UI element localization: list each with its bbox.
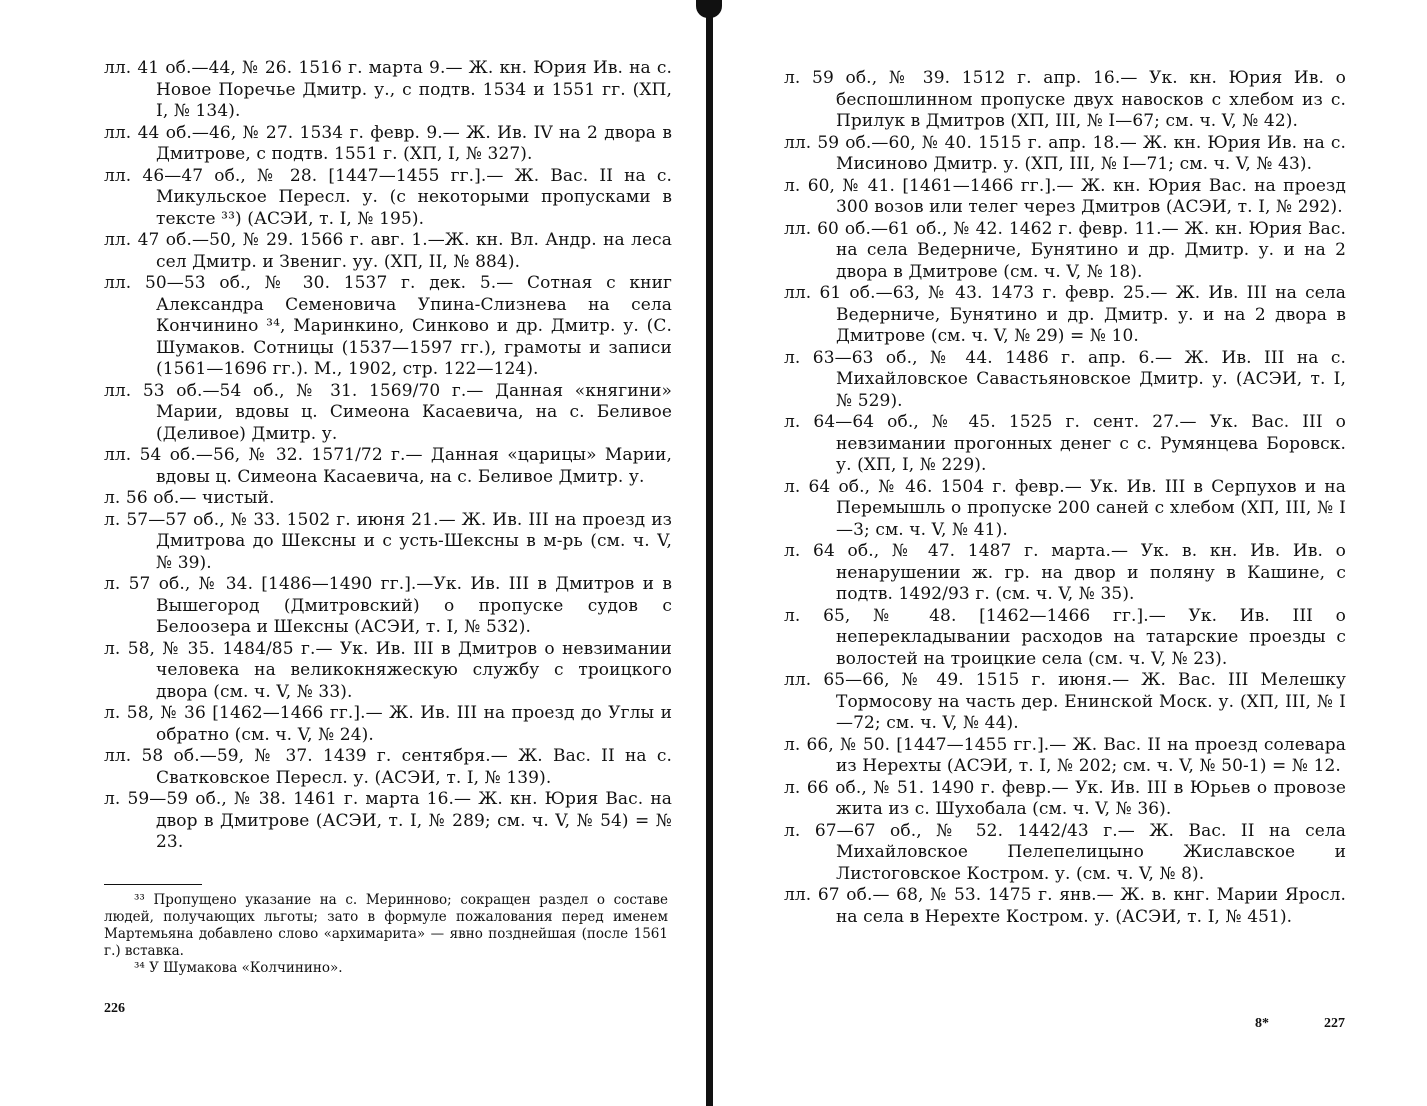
- list-item: лл. 50—53 об., № 30. 1537 г. дек. 5.— Сотная с книг Александра Семеновича Упина-Слизнева на села Кончинино ³⁴, Маринкино, Синково и др. Дмитр. у. (С. Шумаков. Сотницы (1537—1597 гг.), грамоты и записи (1561—1696 гг.). М., 1902, стр. 122—124).: [104, 273, 672, 379]
- list-item: л. 58, № 36 [1462—1466 гг.].— Ж. Ив. III на проезд до Углы и обратно (см. ч. V, № 24).: [104, 703, 672, 745]
- list-item: лл. 47 об.—50, № 29. 1566 г. авг. 1.—Ж. кн. Вл. Андр. на леса сел Дмитр. и Звениг. уу. (ХП, II, № 884).: [104, 230, 672, 272]
- left-page: [0, 0, 700, 1106]
- list-item: л. 67—67 об., № 52. 1442/43 г.— Ж. Вас. II на села Михайловское Пелепелицыно Жиславское и Листоговское Костром. у. (см. ч. V, № 8).: [784, 820, 1346, 884]
- list-item: лл. 46—47 об., № 28. [1447—1455 гг.].— Ж. Вас. II на с. Микульское Пересл. у. (с некоторыми пропусками в тексте ³³) (АСЭИ, т. I, № 195).: [104, 165, 672, 229]
- page-number-right: 227: [1324, 1016, 1345, 1031]
- page-number-left: 226: [104, 1001, 125, 1016]
- list-item: лл. 41 об.—44, № 26. 1516 г. марта 9.— Ж. кн. Юрия Ив. на с. Новое Поречье Дмитр. у., с подтв. 1534 и 1551 гг. (ХП, I, № 134).: [104, 58, 672, 121]
- list-item: л. 56 об.— чистый.: [104, 488, 275, 508]
- footnote-34: ³⁴ У Шумакова «Колчинино».: [134, 960, 343, 976]
- book-spine: [706, 0, 713, 1106]
- list-item: л. 63—63 об., № 44. 1486 г. апр. 6.— Ж. Ив. III на с. Михайловское Савастьяновское Дмитр. у. (АСЭИ, т. I, № 529).: [784, 347, 1346, 411]
- list-item: л. 66 об., № 51. 1490 г. февр.— Ук. Ив. III в Юрьев о провозе жита из с. Шухобала (см. ч. V, № 36).: [784, 777, 1346, 819]
- list-item: лл. 59 об.—60, № 40. 1515 г. апр. 18.— Ж. кн. Юрия Ив. на с. Мисиново Дмитр. у. (ХП, III, № I—71; см. ч. V, № 43).: [784, 132, 1346, 174]
- right-entry-list: [784, 68, 1346, 928]
- list-item: лл. 67 об.— 68, № 53. 1475 г. янв.— Ж. в. кнг. Марии Яросл. на села в Нерехте Костром. у. (АСЭИ, т. I, № 451).: [784, 885, 1346, 927]
- list-item: л. 64 об., № 46. 1504 г. февр.— Ук. Ив. III в Серпухов и на Перемышль о пропуске 200 саней с хлебом (ХП, III, № I—3; см. ч. V, № 41).: [784, 476, 1346, 540]
- footnotes: [104, 892, 668, 977]
- list-item: л. 64 об., № 47. 1487 г. марта.— Ук. в. кн. Ив. Ив. о ненарушении ж. гр. на двор и поляну в Кашине, с подтв. 1492/93 г. (см. ч. V, № 35).: [784, 541, 1346, 604]
- list-item: л. 57 об., № 34. [1486—1490 гг.].—Ук. Ив. III в Дмитров и в Вышегород (Дмитровский) о пропуске судов с Белоозера и Шексны (АСЭИ, т. I, № 532).: [104, 574, 672, 637]
- list-item: лл. 60 об.—61 об., № 42. 1462 г. февр. 11.— Ж. кн. Юрия Вас. на села Ведерниче, Бунятино и др. Дмитр. у. и на 2 двора в Дмитрове (см. ч. V, № 18).: [784, 218, 1346, 282]
- list-item: лл. 58 об.—59, № 37. 1439 г. сентября.— Ж. Вас. II на с. Сватковское Пересл. у. (АСЭИ, т. I, № 139).: [104, 746, 672, 788]
- left-entry-list: [104, 58, 672, 854]
- list-item: лл. 65—66, № 49. 1515 г. июня.— Ж. Вас. III Мелешку Тормосову на часть дер. Енинской Моск. у. (ХП, III, № I—72; см. ч. V, № 44).: [784, 670, 1346, 733]
- list-item: л. 59—59 об., № 38. 1461 г. марта 16.— Ж. кн. Юрия Вас. на двор в Дмитрове (АСЭИ, т. I, № 289; см. ч. V, № 54) = № 23.: [104, 789, 672, 852]
- list-item: л. 64—64 об., № 45. 1525 г. сент. 27.— Ук. Вас. III о невзимании прогонных денег с с. Румянцева Боровск. у. (ХП, I, № 229).: [784, 412, 1346, 475]
- footnote-divider: [104, 884, 202, 885]
- list-item: лл. 54 об.—56, № 32. 1571/72 г.— Данная «царицы» Марии, вдовы ц. Симеона Касаевича, на с. Беливое Дмитр. у.: [104, 445, 672, 487]
- list-item: л. 65, № 48. [1462—1466 гг.].— Ук. Ив. III о неперекладывании расходов на татарские проезды с волостей на троицкие села (см. ч. V, № 23).: [784, 605, 1346, 669]
- list-item: лл. 44 об.—46, № 27. 1534 г. февр. 9.— Ж. Ив. IV на 2 двора в Дмитрове, с подтв. 1551 г. (ХП, I, № 327).: [104, 122, 672, 164]
- right-page: [720, 0, 1427, 1106]
- list-item: л. 57—57 об., № 33. 1502 г. июня 21.— Ж. Ив. III на проезд из Дмитрова до Шексны и с усть-Шексны в м-рь (см. ч. V, № 39).: [104, 509, 672, 573]
- footnote-33: ³³ Пропущено указание на с. Меринново; сокращен раздел о составе людей, получающих льготы; зато в формуле пожалования перед именем Мартемьяна добавлено слово «архимарита» — явно позднейшая (после 1561 г.) вставка.: [104, 892, 668, 959]
- list-item: л. 60, № 41. [1461—1466 гг.].— Ж. кн. Юрия Вас. на проезд 300 возов или телег через Дмитров (АСЭИ, т. I, № 292).: [784, 175, 1346, 217]
- list-item: л. 66, № 50. [1447—1455 гг.].— Ж. Вас. II на проезд солевара из Нерехты (АСЭИ, т. I, № 202; см. ч. V, № 50-1) = № 12.: [784, 734, 1346, 776]
- list-item: л. 59 об., № 39. 1512 г. апр. 16.— Ук. кн. Юрия Ив. о беспошлинном пропуске двух навосков с хлебом из с. Прилук в Дмитров (ХП, III, № I—67; см. ч. V, № 42).: [784, 68, 1346, 131]
- list-item: л. 58, № 35. 1484/85 г.— Ук. Ив. III в Дмитров о невзимании человека на великокняжескую службу с троицкого двора (см. ч. V, № 33).: [104, 638, 672, 702]
- list-item: лл. 53 об.—54 об., № 31. 1569/70 г.— Данная «княгини» Марии, вдовы ц. Симеона Касаевича, на с. Беливое (Деливое) Дмитр. у.: [104, 380, 672, 444]
- list-item: лл. 61 об.—63, № 43. 1473 г. февр. 25.— Ж. Ив. III на села Ведерниче, Бунятино и др. Дмитр. у. и на 2 двора в Дмитрове (см. ч. V, № 29) = № 10.: [784, 283, 1346, 346]
- signature-mark: 8*: [1255, 1016, 1269, 1031]
